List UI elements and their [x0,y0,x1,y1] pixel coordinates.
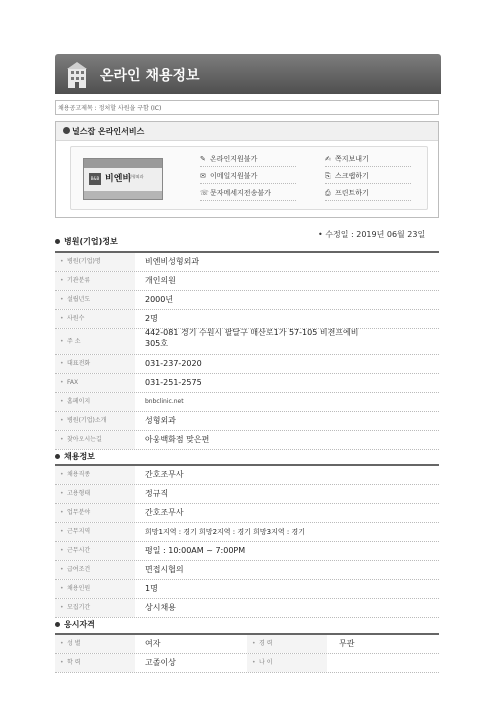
qual-row-gender-career: • 성 별 여자 • 경 력 무관 [55,635,439,654]
info-row-homepage: • 홈페이지 bnbclinic.net [55,393,439,412]
send-note-button[interactable]: ✍ 쪽지보내기 [325,155,369,163]
email-apply-icon: ✉ [200,172,206,180]
recruit-row-field: • 업무분야 간호조무사 [55,504,439,523]
services-header [56,122,438,141]
breadcrumb: 채용공고제목 : 정처할 사원을 구함 (IC) [55,100,439,115]
scrap-button[interactable]: ⎘ 스크랩하기 [325,172,369,180]
recruit-row-region: • 근무지역 희망1지역 : 경기 희망2지역 : 경기 희망3지역 : 경기 [55,523,439,542]
info-row-address: • 주 소 442-081 경기 수원시 팔달구 매산로1가 57-105 비젼프에비 305호 [55,329,439,355]
section-bullet-icon [55,454,60,459]
hospital-section-title: 병원(기업)정보 [55,236,118,247]
recruit-row-period: • 모집기간 상시채용 [55,599,439,618]
recruit-row-hours: • 근무시간 평일 : 10:00AM ~ 7:00PM [55,542,439,561]
header-bar [55,54,441,94]
building-icon [65,60,89,88]
info-row-employees: • 사원수 2명 [55,310,439,329]
info-row-phone: • 대표전화 031-237-2020 [55,355,439,374]
section-bullet-icon [63,127,70,134]
info-row-hospital-name: • 병원(기업)명 비엔비성형외과 [55,253,439,272]
apply-online-button[interactable]: ✎ 온라인지원불가 [200,155,258,163]
apply-online-icon: ✎ [200,155,206,163]
recruit-section-title: 채용정보 [55,451,95,462]
info-row-founded: • 설립년도 2000년 [55,291,439,310]
email-apply-button[interactable]: ✉ 이메일지원불가 [200,172,258,180]
print-icon: ⎙ [325,189,331,197]
page-title: 온라인 채용정보 [100,68,200,84]
recruit-row-employment-type: • 고용형태 정규직 [55,485,439,504]
sms-icon: ☏ [200,189,209,197]
info-row-directions: • 찾아오시는길 아웅백화점 맞은편 [55,431,439,450]
homepage-link[interactable]: bnbclinic.net [145,398,184,405]
info-row-intro: • 병원(기업)소개 성형외과 [55,412,439,431]
qual-row-education-age: • 학 력 고졸이상 • 나 이 [55,654,439,673]
send-note-icon: ✍ [325,155,331,163]
recruit-row-salary: • 급여조건 면접시협의 [55,561,439,580]
info-row-category: • 기관분류 개인의원 [55,272,439,291]
info-row-fax: • FAX 031-251-2575 [55,374,439,393]
recruit-row-job: • 채용직종 간호조무사 [55,466,439,485]
updated-date: • 수정일 : 2019년 06월 23일 [318,230,426,239]
recruit-row-headcount: • 채용인원 1명 [55,580,439,599]
section-bullet-icon [55,622,60,627]
scrap-icon: ⎘ [325,172,331,180]
sms-button[interactable]: ☏문자메세지전송불가 [200,189,271,197]
services-title: 널스잡 온라인서비스 [72,127,145,136]
company-logo: B&B 비엔비 성형외과 [83,158,163,200]
section-bullet-icon [55,239,60,244]
qualification-section-title: 응시자격 [55,619,95,630]
print-button[interactable]: ⎙ 프린트하기 [325,189,369,197]
